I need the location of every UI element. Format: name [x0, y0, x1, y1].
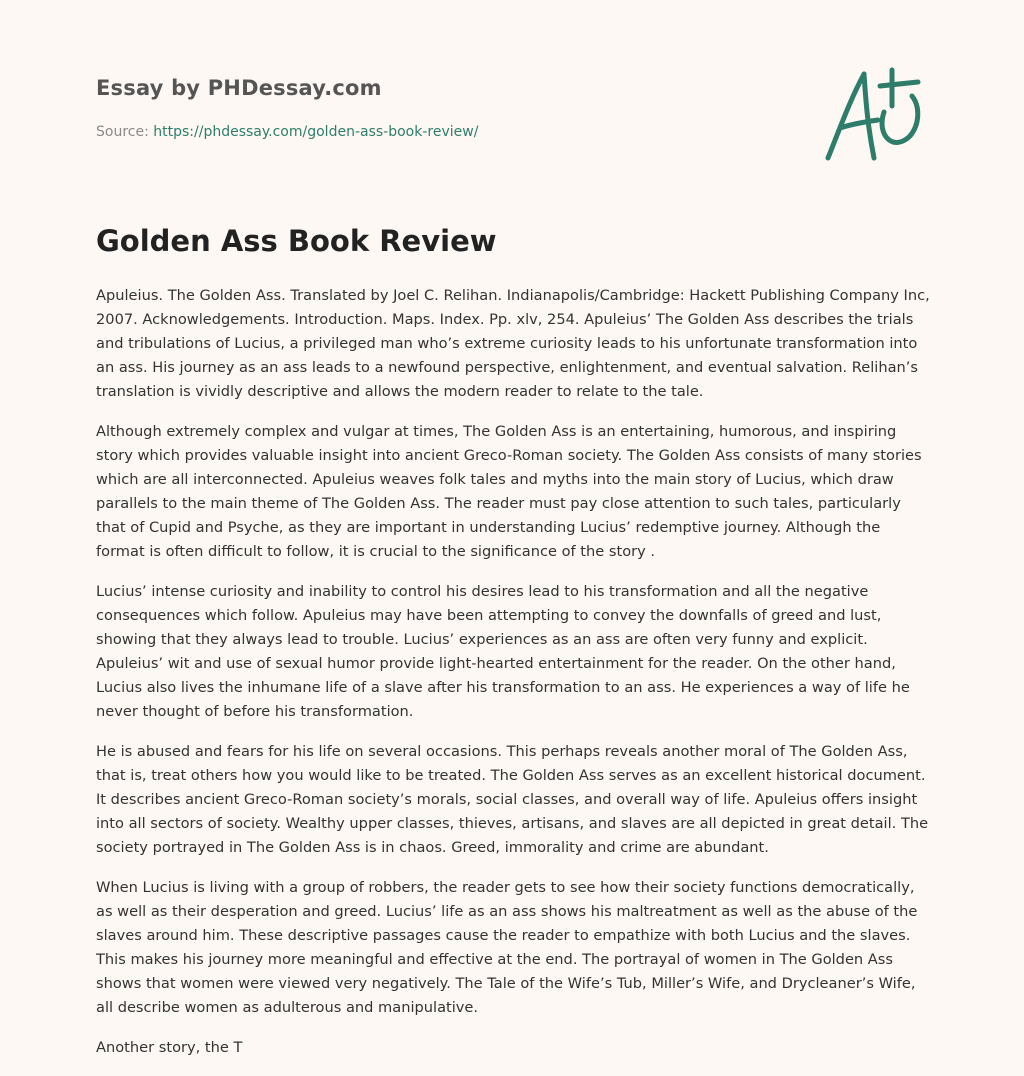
source-link[interactable]: https://phdessay.com/golden-ass-book-review/ [153, 124, 479, 140]
paragraph: Although extremely complex and vulgar at times, The Golden Ass is an entertaining, humorous, and inspiring story which provides valuable insight into ancient Greco-Roman society. The Golden Ass consists of many stories which are all interconnected. Apuleius weaves folk tales and myths into the main story of Lucius, which draw parallels to the main theme of The Golden Ass. The reader must pay close attention to such tales, particularly that of Cupid and Psyche, as they are important in understanding Lucius’ redemptive journey. Although the format is often difficult to follow, it is crucial to the significance of the story . [96, 423, 922, 560]
paragraph: Lucius’ intense curiosity and inability to control his desires lead to his transformation and all the negative consequences which follow. Apuleius may have been attempting to convey the downfalls of greed and lust, showing that they always lead to trouble. Lucius’ experiences as an ass are often very funny and explicit. Apuleius’ wit and use of sexual humor provide light-hearted entertainment for the reader. On the other hand, Lucius also lives the inhumane life of a slave after his transformation to an ass. He experiences a way of life he never thought of before his transformation. [96, 583, 910, 720]
article-title: Golden Ass Book Review [96, 224, 497, 258]
a-plus-logo-icon [820, 66, 930, 166]
source-line [96, 124, 478, 140]
paragraph: Apuleius. The Golden Ass. Translated by Joel C. Relihan. Indianapolis/Cambridge: Hackett Publishing Company Inc, 2007. Acknowledgements. Introduction. Maps. Index. Pp. xlv, 254. Apuleius’ The Golden Ass describes the trials and tribulations of Lucius, a privileged man who’s extreme curiosity leads to his unfortunate transformation into an ass. His journey as an ass leads to a newfound perspective, enlightenment, and eventual salvation. Relihan’s translation is vividly descriptive and allows the modern reader to relate to the tale. [96, 287, 930, 400]
source-label: Source: [96, 124, 154, 140]
paragraph: When Lucius is living with a group of robbers, the reader gets to see how their society functions democratically, as well as their desperation and greed. Lucius’ life as an ass shows his maltreatment as well as the abuse of the slaves around him. These descriptive passages cause the reader to empathize with both Lucius and the slaves. This makes his journey more meaningful and effective at the end. The portrayal of women in The Golden Ass shows that women were viewed very negatively. The Tale of the Wife’s Tub, Miller’s Wife, and Drycleaner’s Wife, all describe women as adulterous and manipulative. [96, 879, 918, 1016]
article-body [96, 284, 930, 1076]
site-title: Essay by PHDessay.com [96, 76, 382, 100]
paragraph: Another story, the T [96, 1039, 243, 1056]
paragraph: He is abused and fears for his life on several occasions. This perhaps reveals another moral of The Golden Ass, that is, treat others how you would like to be treated. The Golden Ass serves as an excellent historical document. It describes ancient Greco-Roman society’s morals, social classes, and overall way of life. Apuleius offers insight into all sectors of society. Wealthy upper classes, thieves, artisans, and slaves are all depicted in great detail. The society portrayed in The Golden Ass is in chaos. Greed, immorality and crime are abundant. [96, 743, 929, 856]
